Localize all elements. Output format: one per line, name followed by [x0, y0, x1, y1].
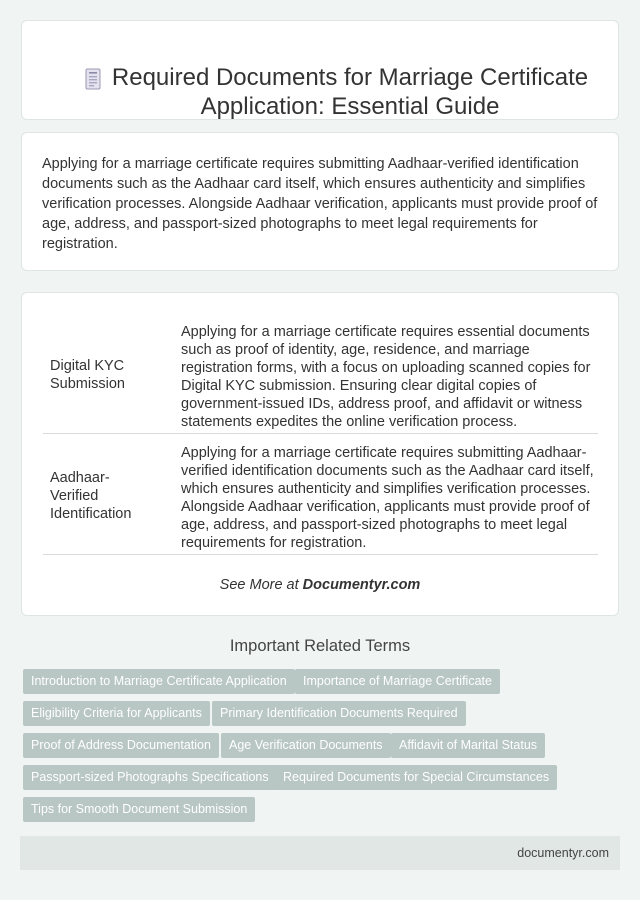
- related-tag[interactable]: Affidavit of Marital Status: [391, 733, 545, 758]
- related-tag[interactable]: Proof of Address Documentation: [23, 733, 219, 758]
- see-more-link[interactable]: [22, 577, 618, 593]
- see-more-prefix: See More at: [219, 577, 303, 593]
- related-tag[interactable]: Tips for Smooth Document Submission: [23, 797, 255, 822]
- related-terms-heading: Important Related Terms: [229, 637, 411, 655]
- related-tag[interactable]: Eligibility Criteria for Applicants: [23, 701, 210, 726]
- term-label: Digital KYC Submission: [50, 358, 125, 392]
- table-row: [43, 435, 598, 555]
- term-definition: Applying for a marriage certificate requires submitting Aadhaar-verified identification documents such as the Aadhaar card itself, which ensures authenticity and simplifies verification processes. Alongside Aadhaar verification, applicants must provide proof of age, address, and passport-sized photographs to meet legal requirements for registration.: [181, 445, 594, 551]
- footer-site[interactable]: documentyr.com: [517, 846, 609, 860]
- related-tag[interactable]: Introduction to Marriage Certificate Application: [23, 669, 295, 694]
- table-row: [43, 316, 598, 434]
- term-definition: Applying for a marriage certificate requires essential documents such as proof of identity, age, residence, and marriage registration forms, with a focus on uploading scanned copies for Digital KYC submission. Ensuring clear digital copies of government-issued IDs, address proof, and affidavit or witness statements expedites the online verification process.: [181, 324, 591, 430]
- related-tag[interactable]: Importance of Marriage Certificate: [295, 669, 500, 694]
- page-title: Required Documents for Marriage Certificate Application: Essential Guide: [111, 64, 589, 120]
- see-more-site: Documentyr.com: [302, 577, 421, 593]
- intro-card: [21, 132, 619, 271]
- title-card: [21, 20, 619, 120]
- related-tag[interactable]: Required Documents for Special Circumstances: [275, 765, 557, 790]
- terms-table-card: [21, 292, 619, 616]
- related-tag[interactable]: Primary Identification Documents Required: [212, 701, 466, 726]
- intro-paragraph: Applying for a marriage certificate requires submitting Aadhaar-verified identification documents such as the Aadhaar card itself, which ensures authenticity and simplifies verification processes. Alongside Aadhaar verification, applicants must provide proof of age, address, and passport-sized photographs to meet legal requirements for registration.: [42, 156, 598, 252]
- term-label: Aadhaar-Verified Identification: [50, 470, 132, 522]
- related-tag[interactable]: Age Verification Documents: [221, 733, 391, 758]
- related-tag[interactable]: Passport-sized Photographs Specifications: [23, 765, 277, 790]
- footer: [20, 836, 620, 870]
